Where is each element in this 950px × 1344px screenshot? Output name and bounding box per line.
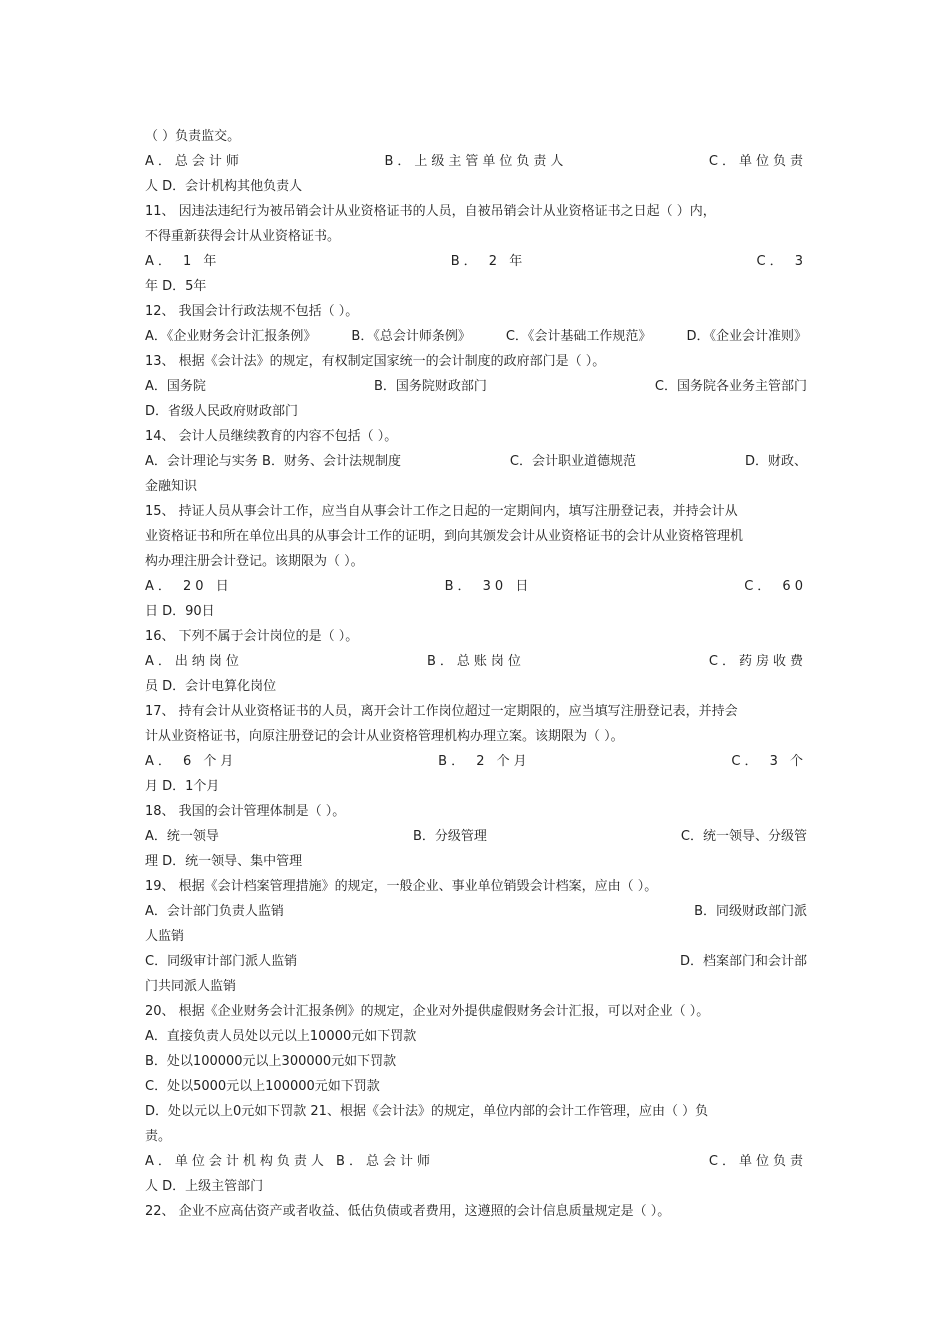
text-line: 理 D．统一领导、集中管理: [145, 854, 303, 869]
option-text: B．分级管理: [412, 829, 487, 844]
option-text: D．档案部门和会计部: [679, 954, 807, 969]
option-text: A． 20 日: [145, 579, 233, 594]
text-line: 员 D．会计电算化岗位: [145, 679, 277, 694]
option-row: [145, 249, 807, 274]
text-line: 责。: [145, 1129, 172, 1144]
text-line: 18、 我国的会计管理体制是（ ）。: [145, 804, 346, 819]
text-line: 日 D．90日: [145, 604, 215, 619]
option-row: [145, 949, 807, 974]
option-text: B．《总会计师条例》: [351, 329, 471, 344]
text-line: 月 D．1个月: [145, 779, 220, 794]
option-text: C．单位负责: [708, 1154, 807, 1169]
text-line: 14、 会计人员继续教育的内容不包括（ ）。: [145, 429, 398, 444]
option-text: A．会计理论与实务 B．财务、会计法规制度: [145, 454, 401, 469]
option-text: C． 3 个: [731, 754, 807, 769]
text-line: 金融知识: [145, 479, 198, 494]
text-line: 22、 企业不应高估资产或者收益、低估负债或者费用，这遵照的会计信息质量规定是（ ）。: [145, 1204, 671, 1219]
option-row: [145, 1149, 807, 1174]
text-line: 计从业资格证书，向原注册登记的会计从业资格管理机构办理立案。该期限为（ ）。: [145, 729, 624, 744]
option-text: C．同级审计部门派人监销: [145, 954, 298, 969]
option-text: C．药房收费: [708, 654, 807, 669]
option-text: A． 1 年: [145, 254, 221, 269]
text-line: 业资格证书和所在单位出具的从事会计工作的证明，到向其颁发会计从业资格证书的会计从业资格管理机: [145, 529, 744, 544]
option-row: [145, 449, 807, 474]
text-line: 16、 下列不属于会计岗位的是（ ）。: [145, 629, 359, 644]
option-text: A． 6 个月: [145, 754, 238, 769]
option-text: C． 3: [756, 254, 807, 269]
text-line: 构办理注册会计登记。该期限为（ ）。: [145, 554, 364, 569]
option-text: B．上级主管单位负责人: [384, 154, 568, 169]
text-line: 年 D．5年: [145, 279, 207, 294]
text-line: 11、 因违法违纪行为被吊销会计从业资格证书的人员，自被吊销会计从业资格证书之日起（ ）内，: [145, 204, 716, 219]
text-line: D．省级人民政府财政部门: [145, 404, 299, 419]
text-line: 20、 根据《企业财务会计汇报条例》的规定，企业对外提供虚假财务会计汇报，可以对企业（ ）。: [145, 1004, 710, 1019]
option-text: A．会计部门负责人监销: [145, 904, 284, 919]
option-text: A．统一领导: [145, 829, 219, 844]
text-line: 不得重新获得会计从业资格证书。: [145, 229, 341, 244]
text-line: 15、 持证人员从事会计工作，应当自从事会计工作之日起的一定期间内，填写注册登记表，并持会计从: [145, 504, 738, 519]
text-line: 人 D．上级主管部门: [145, 1179, 264, 1194]
option-text: C．统一领导、分级管: [680, 829, 807, 844]
option-text: C．《会计基础工作规范》: [505, 329, 652, 344]
option-text: B． 30 日: [444, 579, 533, 594]
option-text: A．总会计师: [145, 154, 243, 169]
option-text: A．《企业财务会计汇报条例》: [145, 329, 317, 344]
text-line: 17、 持有会计从业资格证书的人员，离开会计工作岗位超过一定期限的，应当填写注册登记表，并持会: [145, 704, 738, 719]
option-row: [145, 899, 807, 924]
text-line: 门共同派人监销: [145, 979, 237, 994]
text-line: 19、 根据《会计档案管理措施》的规定，一般企业、事业单位销毁会计档案，应由（ ）。: [145, 879, 658, 894]
option-text: B．同级财政部门派: [694, 904, 807, 919]
text-line: D．处以元以上0元如下罚款 21、根据《会计法》的规定，单位内部的会计工作管理，应由（ ）负: [145, 1104, 709, 1119]
option-row: [145, 649, 807, 674]
option-row: [145, 749, 807, 774]
option-text: A．单位会计机构负责人 B．总会计师: [145, 1154, 434, 1169]
option-text: A．国务院: [145, 379, 206, 394]
text-line: A．直接负责人员处以元以上10000元如下罚款: [145, 1029, 417, 1044]
option-text: C．会计职业道德规范: [509, 454, 636, 469]
text-line: 13、 根据《会计法》的规定，有权制定国家统一的会计制度的政府部门是（ ）。: [145, 354, 606, 369]
option-text: C．单位负责: [708, 154, 807, 169]
option-text: D．财政、: [744, 454, 807, 469]
option-text: C． 60: [744, 579, 807, 594]
option-text: A．出纳岗位: [145, 654, 243, 669]
option-text: B．总账岗位: [426, 654, 525, 669]
text-line: C．处以5000元以上100000元如下罚款: [145, 1079, 380, 1094]
text-line: 人 D．会计机构其他负责人: [145, 179, 303, 194]
option-text: D．《企业会计准则》: [686, 329, 807, 344]
option-text: B． 2 年: [450, 254, 527, 269]
document-body: [145, 124, 807, 1224]
option-text: B．国务院财政部门: [373, 379, 487, 394]
text-line: 人监销: [145, 929, 185, 944]
option-text: C．国务院各业务主管部门: [654, 379, 807, 394]
text-line: （ ）负责监交。: [145, 129, 241, 144]
option-row: [145, 324, 807, 349]
option-row: [145, 149, 807, 174]
option-text: B． 2 个月: [438, 754, 531, 769]
text-line: 12、 我国会计行政法规不包括（ ）。: [145, 304, 359, 319]
option-row: [145, 374, 807, 399]
option-row: [145, 824, 807, 849]
text-line: B．处以100000元以上300000元如下罚款: [145, 1054, 397, 1069]
option-row: [145, 574, 807, 599]
